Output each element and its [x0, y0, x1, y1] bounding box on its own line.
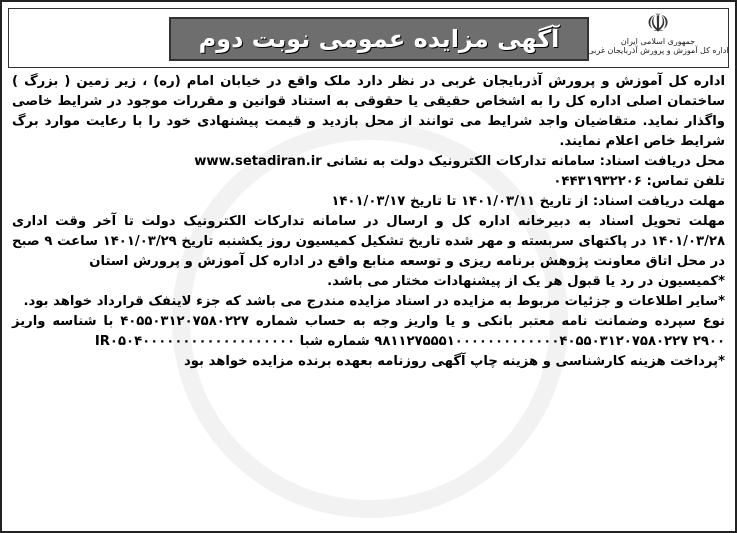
details-note: *سایر اطلاعات و جزئیات مربوط به مزایده در اسناد مزایده مندرج می باشد که جزء لاینفک قرارداد خواهد بود. — [23, 294, 725, 309]
costs-note: *پرداخت هزینه کارشناسی و هزینه چاپ آگهی روزنامه بعهده برنده مزایده خواهد بود — [184, 354, 725, 369]
docs-place-value: سامانه تدارکات الکترونیک دولت به نشانی — [326, 154, 596, 169]
deadline-value: از تاریخ ۱۴۰۱/۰۳/۱۱ تا تاریخ ۱۴۰۱/۰۳/۱۷ — [331, 194, 589, 209]
intro-paragraph: اداره کل آموزش و پرورش آذربایجان غربی در نظر دارد ملک واقع در خیابان امام (ره) ، زیر زمین ( بزرگ ) ساختمان اصلی اداره کل را به اشخاص حقیقی یا حقوقی به استناد قوانین و مقررات موجود در شرایط خاصی واگذار نماید. متقاضیان واجد شرایط می توانند از محل بازدید و قیمت پیشنهادی خود را با رعایت موارد برگ شرایط خاص اعلام نمایند. — [12, 74, 725, 149]
notice-title: آگهی مزایده عمومی نوبت دوم — [198, 25, 560, 53]
phone-label: تلفن تماس: — [646, 174, 725, 189]
organization-logo — [587, 9, 729, 65]
deadline-line — [12, 192, 725, 212]
phone-line — [12, 172, 725, 192]
deposit-paragraph: نوع سپرده وضمانت نامه معتبر بانکی و یا واریز وجه به حساب شماره ۴۰۵۵۰۳۱۲۰۷۵۸۰۲۲۷ با شناسه واریز ۲۹۰۰ ۹۸۱۱۲۷۵۵۵۱۰۰۰۰۰۰۰۰۰۰۰۰۰۴۰۵۵۰۳۱۲۰۷۵۸۰۲۲۷ شماره شبا IR۰۵۰۴۰۰۰۰۰۰۰۰۰۰۰۰۰۰۰۰۰۰۰ — [12, 314, 725, 349]
phone-value: ۰۴۴۳۱۹۳۲۲۰۶ — [553, 174, 642, 189]
delivery-paragraph: مهلت تحویل اسناد به دبیرخانه اداره کل و ارسال در سامانه تدارکات الکترونیک دولت تا آخر وقت اداری ۱۴۰۱/۰۳/۲۸ در پاکتهای سربسته و مهر شده تاریخ تشکیل کمیسیون روز یکشنبه تاریخ ۱۴۰۱/۰۳/۲۹ ساعت ۹ صبح در محل اتاق معاونت پژوهش برنامه ریزی و توسعه منابع واقع در اداره کل آموزش و پرورش استان — [12, 214, 725, 269]
emblem-icon: ☫ — [646, 9, 670, 39]
docs-url: www.setadiran.ir — [194, 154, 322, 169]
docs-place-line — [12, 152, 725, 172]
notice-body — [8, 72, 729, 525]
docs-place-label: محل دریافت اسناد: — [599, 154, 725, 169]
deadline-label: مهلت دریافت اسناد: — [592, 194, 725, 209]
logo-line-2: اداره کل آموزش و پرورش آذربایجان غربی — [587, 46, 729, 55]
logo-line-1: جمهوری اسلامی ایران — [620, 37, 696, 46]
title-banner — [169, 17, 589, 61]
commission-note: *کمیسیون در رد یا قبول هر یک از پیشنهادات مختار می باشد. — [327, 274, 725, 289]
notice-header — [8, 8, 729, 68]
